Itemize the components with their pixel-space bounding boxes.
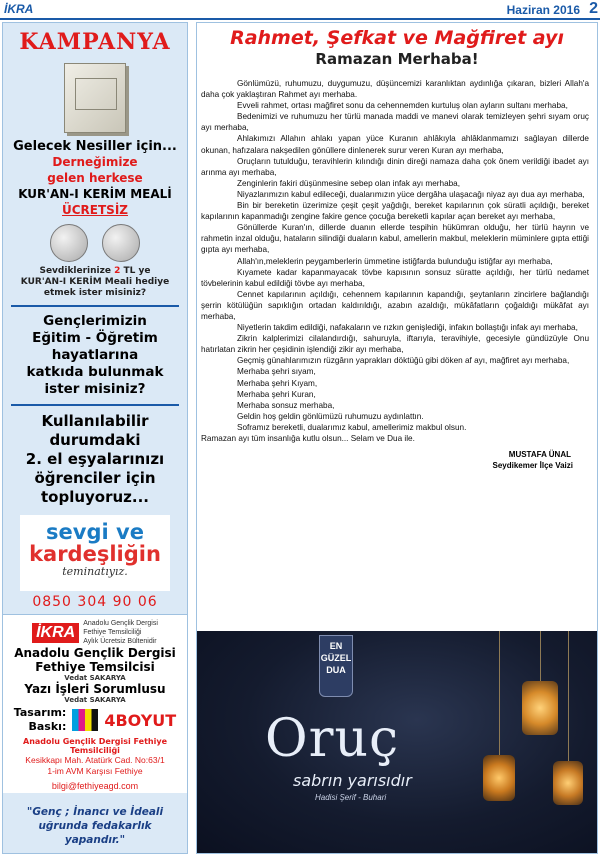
coin-icon — [102, 224, 140, 262]
sevgi-logo — [20, 515, 170, 591]
paragraph: Gönüllerde Kuran'ın, dillerde duanın ellerde tespihin hükümran olduğu, her türlü hayrın ve rahmetin inzal olduğu, hataların silindiği duaların kabul, amellerin makbul, meleklerin müminlere gıpta ettiği gıpta ayı merhaba, — [201, 223, 589, 255]
ikra-desc: Anadolu Gençlik Dergisi — [83, 620, 158, 627]
coin-note-a: Sevdiklerinize — [39, 266, 111, 276]
badge-line: EN — [329, 641, 343, 651]
banner-title: Oruç — [265, 709, 400, 769]
goods-line: durumdaki — [49, 431, 141, 449]
paragraph: Soframız bereketli, dualarımız kabul, amellerimiz makbul olsun. — [237, 422, 467, 432]
lantern-icon — [553, 761, 583, 805]
oruc-banner — [197, 631, 597, 853]
email-link[interactable]: bilgi@fethiyeagd.com — [51, 781, 139, 791]
ikra-logo: İKRA — [4, 2, 34, 16]
banner-tagline: sabrın yarısıdır — [293, 771, 412, 790]
banner-source: Hadisi Şerif - Buhari — [315, 793, 387, 802]
quran-book-image — [64, 63, 126, 133]
rep-title: Yazı İşleri Sorumlusu — [24, 682, 166, 696]
paragraph: Gönlümüzü, ruhumuzu, duygumuzu, düşüncemizi karanlıktan aydınlığa çıkaran, bizleri Allah'a daha çok yaklaştıran Rahmet ayı merhaba. — [201, 79, 589, 100]
edu-line: Gençlerimizin — [43, 313, 147, 329]
lantern-chain — [499, 631, 500, 755]
paragraph: Geçmiş günahlarımızın rüzgârın yaprakları döktüğü gibi döken af ayı, mağfiret ayı merhaba, — [237, 356, 570, 366]
signature — [197, 449, 597, 471]
address-line: 1-im AVM Karşısı Fethiye — [47, 766, 143, 776]
sevgi-line: sevgi ve — [46, 520, 144, 544]
paragraph: Niyazlarımızın kabul edileceği, dualarımızın yüce dergâha ulaşacağı niyaz ayı dua ayı merhaba, — [237, 189, 585, 199]
paragraph: Allah'ın,meleklerin peygamberlerin ümmetine istiğfarda bulunduğu istiğfar ayı merhaba, — [237, 256, 553, 266]
page-number: 2 — [589, 0, 598, 17]
design-label: Tasarım: — [13, 706, 67, 719]
quote: "Genç ; İnancı ve İdeali uğrunda fedakarlık yapandır." — [26, 806, 164, 846]
paragraph: Bedenimizi ve ruhumuzu her türlü manada maddi ve manevi olarak temizleyen şehri sıyam oruç ayı merhaba, — [201, 112, 589, 133]
edu-line: hayatlarına — [51, 347, 139, 363]
print-label: Baskı: — [28, 720, 67, 733]
paragraph: Oruçların tutulduğu, teravihlerin kılındığı dinin direği namaza daha çok önem verildiği ibadet ayı arınma ayı merhaba, — [201, 156, 589, 177]
coins — [3, 224, 187, 262]
article-body — [197, 68, 597, 444]
paragraph: Cennet kapılarının açıldığı, cehennem kapılarının kapandığı, şeytanların zincirlere bağlandığı şerrin kötülüğün sapıklığın ortadan kaldırıldığı, azabın azaldığı, mükâfatların çoğaldığı mükâfat ayı merhaba, — [201, 289, 589, 321]
edu-line: Eğitim - Öğretim — [32, 330, 158, 346]
lantern-chain — [540, 631, 541, 681]
paragraph: Evveli rahmet, ortası mağfiret sonu da cehennemden kurtuluş olan ayların sultanı merhaba, — [237, 101, 568, 111]
author-title: Seydikemer İlçe Vaizi — [492, 461, 573, 471]
lantern-chain — [568, 631, 569, 761]
paragraph: Ramazan ayı tüm insanlığa kutlu olsun... Selam ve Dua ile. — [201, 434, 415, 443]
sevgi-line: kardeşliğin — [29, 542, 161, 566]
paragraph: Ahlakımızı Allahın ahlakı yapan yüce Kuranın ahlâkıyla ahlâklanmamızı sağlayan dillerde okunan, hafızalara nakşedilen gönüllere dinlenerek surur veren Kuran ayı merhaba, — [201, 134, 589, 155]
campaign-title: KAMPANYA — [19, 29, 171, 55]
goods-line: öğrenciler için — [34, 469, 156, 487]
campaign-line: KUR'AN-I KERİM MEALİ — [18, 187, 172, 201]
page-header — [0, 0, 600, 20]
goods-line: Kullanılabilir — [41, 412, 149, 430]
campaign-line: Gelecek Nesiller için... — [13, 139, 177, 154]
main-article — [196, 22, 598, 854]
coin-note-b: TL ye KUR'AN-I KERİM Meali hediye etmek ister misiniz? — [20, 266, 170, 298]
printer-name: 4BOYUT — [104, 710, 177, 730]
lantern-icon — [483, 755, 515, 801]
lantern-icon — [522, 681, 558, 735]
imprint-box — [3, 614, 187, 793]
badge-line: GÜZEL — [320, 653, 352, 663]
sidebar — [2, 22, 188, 854]
divider — [11, 305, 179, 307]
coin-amount: 2 — [114, 266, 121, 276]
paragraph: Merhaba şehri Kuran, — [237, 389, 316, 399]
paragraph: Bin bir bereketin üzerimize çeşit çeşit yağdığı, bereket kapılarının çok süratli açıldığı, bereket kapılarının kapanmadığı zengine fakire gence çocuğa bereketli kapılar açan bereket ayı merhaba, — [201, 201, 589, 222]
coin-note — [3, 266, 187, 299]
paragraph: Niyetlerin takdim edildiği, nafakaların ve rızkın genişlediği, infakın bollaştığı infak ayı merhaba, — [237, 323, 578, 333]
rep-name: Vedat SAKARYA — [64, 674, 126, 682]
edu-line: katkıda bulunmak — [26, 364, 164, 380]
ikra-logo: İKRA — [32, 623, 79, 643]
campaign-line: Derneğimize — [52, 155, 138, 169]
issue-date: Haziran 2016 — [506, 3, 580, 17]
edu-line: ister misiniz? — [44, 381, 146, 397]
campaign-line: gelen herkese — [47, 171, 143, 185]
paragraph: Zikrin kalplerimizi cilalandırdığı, sahuruyla, iftarıyla, teravihiyle, gecesiyle gündüzüyle Onu hatırlatan zikrin her çeşidinin işlendiği zikir ayı merhaba, — [201, 334, 589, 355]
badge-line: DUA — [326, 665, 346, 675]
phone-number: 0850 304 90 06 — [32, 594, 158, 610]
paragraph: Kıyamete kadar kapanmayacak tövbe kapısının sonsuz süratte açıldığı, her türlü nedamet tövbelerinin kabul edildiği tövbe ayı merhaba, — [201, 267, 589, 288]
rep-name: Vedat SAKARYA — [64, 696, 126, 704]
author-name: MUSTAFA ÜNAL — [508, 450, 571, 460]
article-subtitle: Ramazan Merhaba! — [315, 50, 479, 68]
paragraph: Geldin hoş geldin gönlümüzü ruhumuzu aydınlattın. — [237, 411, 424, 421]
address-title: Anadolu Gençlik Dergisi Fethiye Temsilciliği — [23, 737, 167, 755]
paragraph: Merhaba şehri sıyam, — [237, 367, 316, 377]
goods-line: 2. el eşyalarınızı — [25, 450, 165, 468]
campaign-free: ÜCRETSİZ — [62, 203, 128, 217]
en-guzel-dua-badge — [319, 635, 353, 697]
goods-line: topluyoruz... — [40, 488, 150, 506]
paragraph: Merhaba şehri Kıyam, — [237, 378, 318, 388]
divider — [11, 404, 179, 406]
ikra-desc: Fethiye Temsilciliği — [83, 629, 142, 636]
address-line: Kesikkapı Mah. Atatürk Cad. No:63/1 — [25, 755, 165, 765]
article-title: Rahmet, Şefkat ve Mağfiret ayı — [230, 27, 564, 49]
cmyk-icon — [72, 709, 98, 731]
rep-title: Fethiye Temsilcisi — [35, 660, 155, 674]
ikra-desc: Aylık Ücretsiz Bültenidir — [83, 638, 157, 645]
sevgi-line: teminatıyız. — [62, 565, 128, 578]
rep-title: Anadolu Gençlik Dergisi — [14, 646, 176, 660]
paragraph: Zenginlerin fakiri düşünmesine sebep olan infak ayı merhaba, — [237, 178, 461, 188]
coin-icon — [50, 224, 88, 262]
paragraph: Merhaba sonsuz merhaba, — [237, 400, 335, 410]
